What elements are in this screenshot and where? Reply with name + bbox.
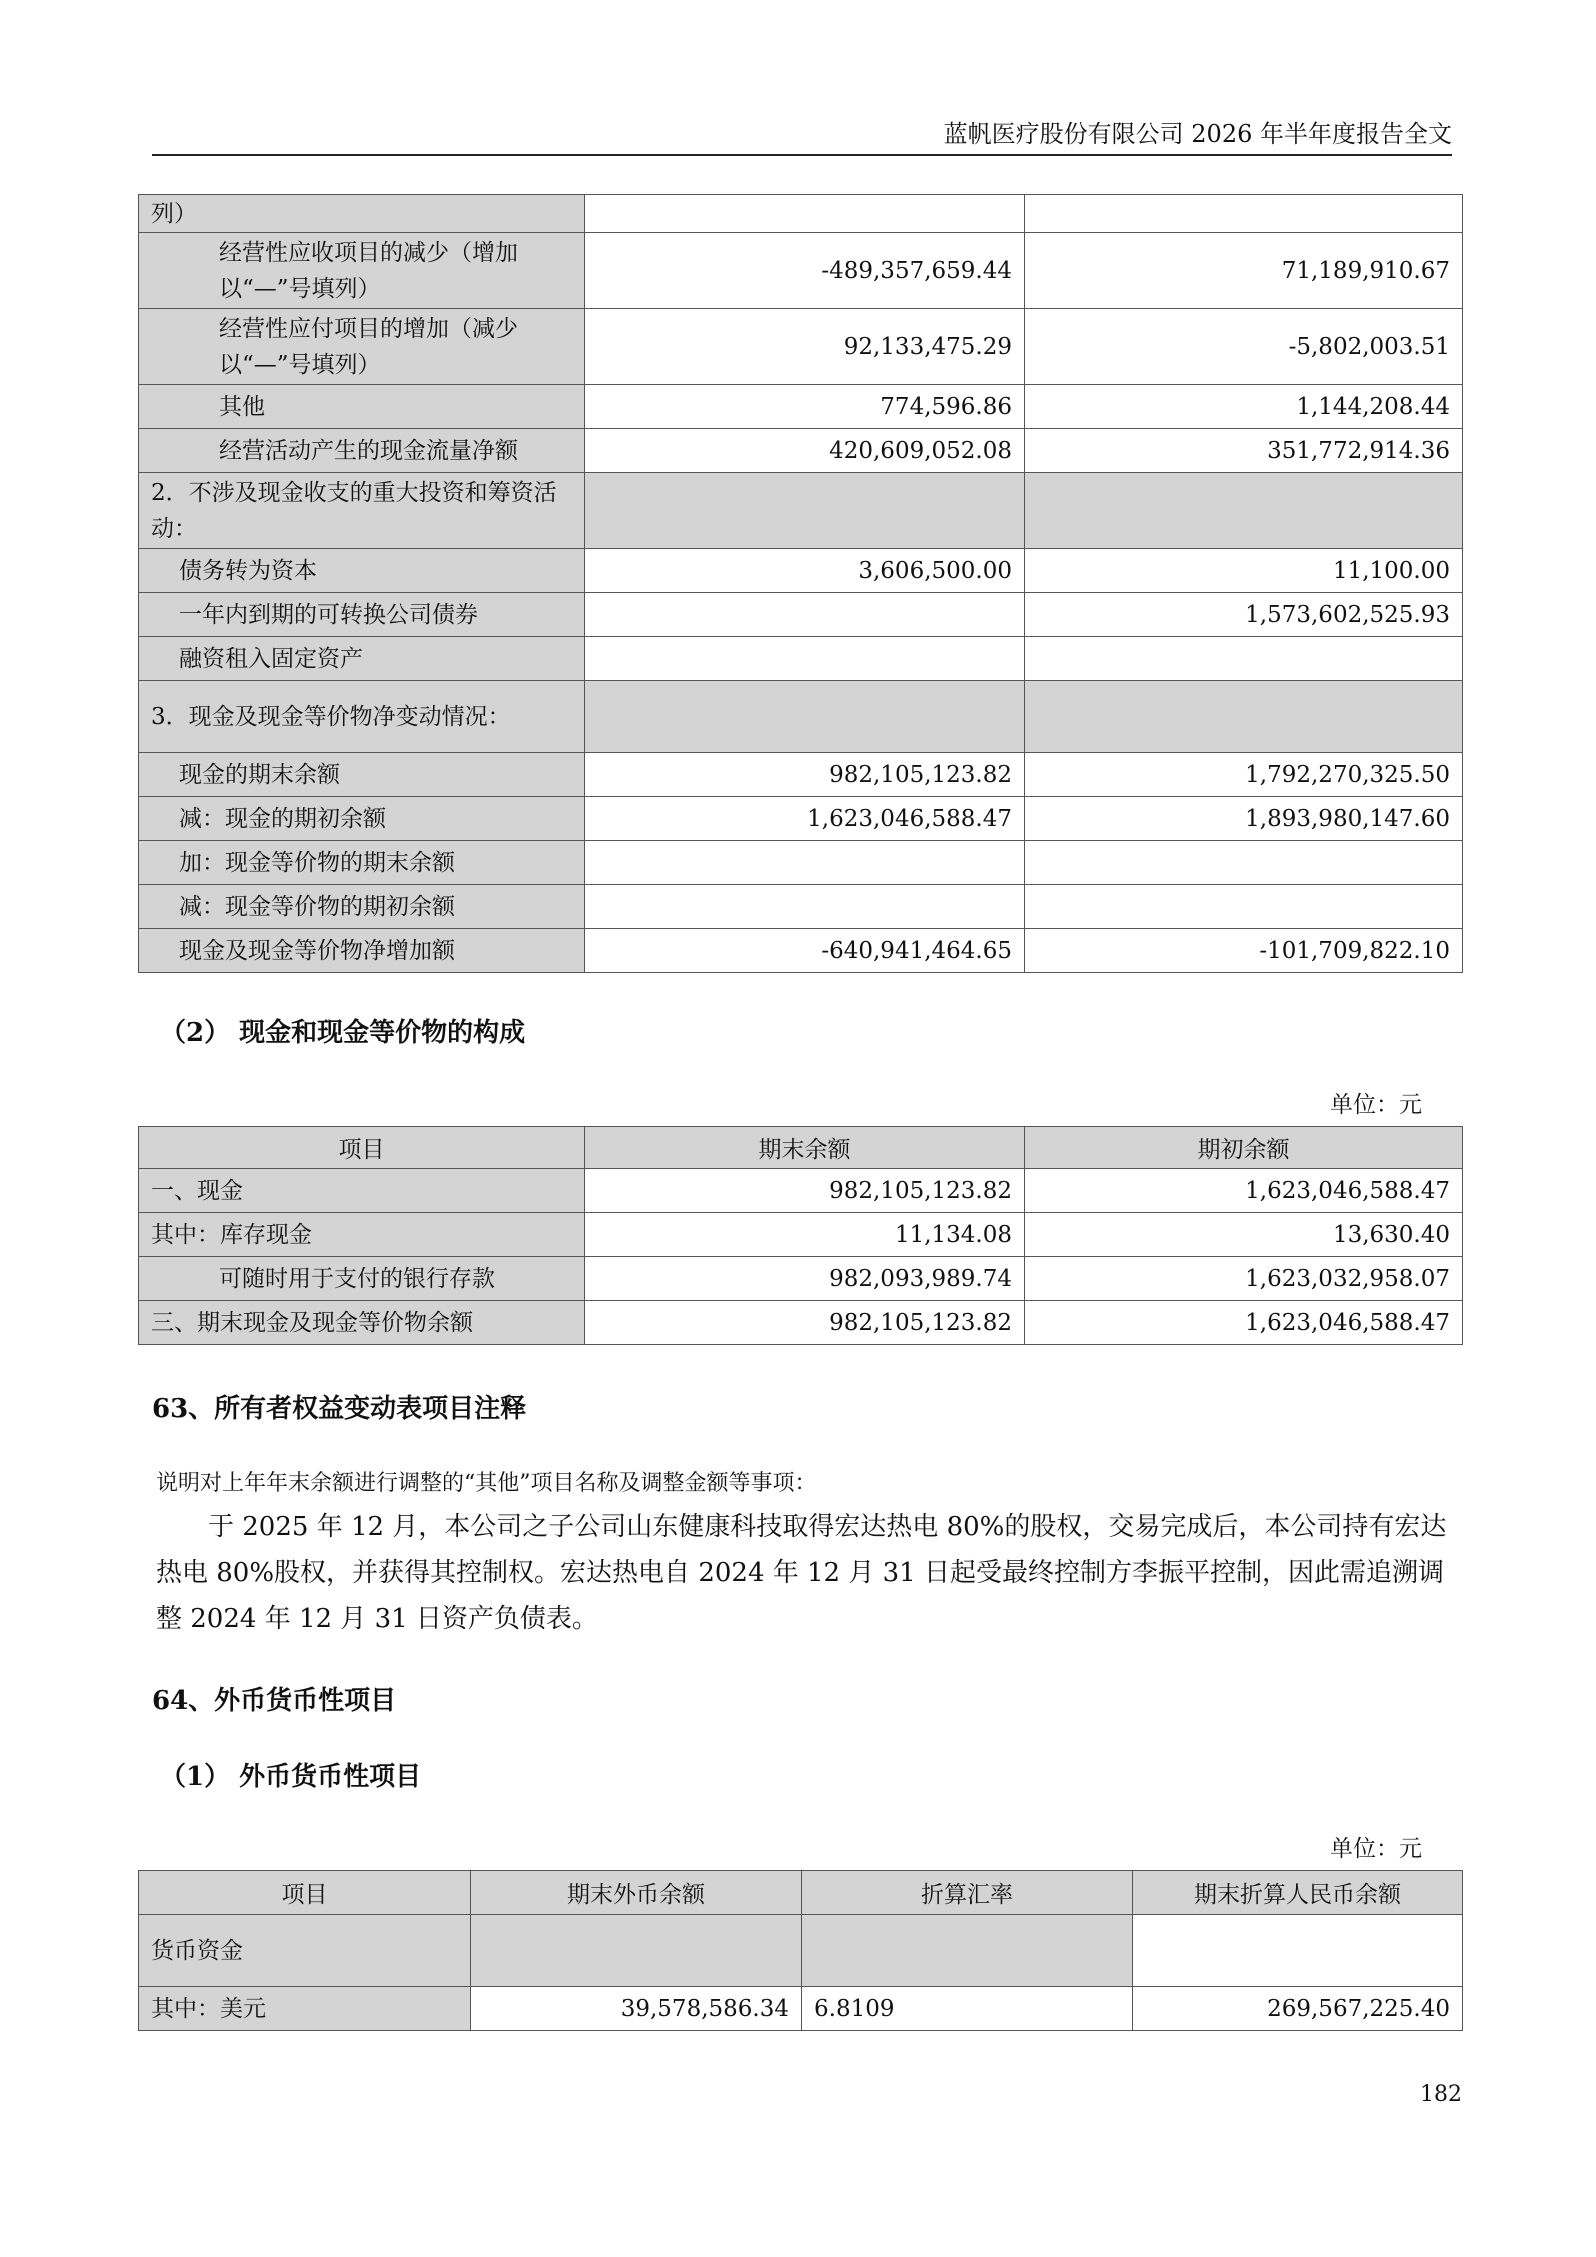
table-row bbox=[139, 233, 1463, 309]
table-row bbox=[139, 1169, 1463, 1213]
table-row bbox=[139, 885, 1463, 929]
row-label: 加：现金等价物的期末余额 bbox=[139, 841, 585, 885]
prior-period-value: 1,792,270,325.50 bbox=[1025, 753, 1463, 797]
current-period-value: 92,133,475.29 bbox=[585, 309, 1025, 385]
unit-label: 单位：元 bbox=[1330, 1092, 1422, 1118]
current-period-value: 1,623,046,588.47 bbox=[585, 797, 1025, 841]
table-row bbox=[139, 841, 1463, 885]
current-period-value bbox=[585, 473, 1025, 549]
current-period-value bbox=[585, 593, 1025, 637]
section-heading-cash-composition: （2） 现金和现金等价物的构成 bbox=[160, 1018, 526, 1048]
current-period-value: 3,606,500.00 bbox=[585, 549, 1025, 593]
beginning-balance: 13,630.40 bbox=[1025, 1213, 1463, 1257]
row-label: 可随时用于支付的银行存款 bbox=[139, 1257, 585, 1301]
table-row bbox=[139, 195, 1463, 233]
adjustment-note: 说明对上年年末余额进行调整的“其他”项目名称及调整金额等事项： bbox=[156, 1471, 817, 1496]
table-row bbox=[139, 549, 1463, 593]
table-row bbox=[139, 753, 1463, 797]
prior-period-value: 1,573,602,525.93 bbox=[1025, 593, 1463, 637]
prior-period-value bbox=[1025, 841, 1463, 885]
prior-period-value bbox=[1025, 637, 1463, 681]
beginning-balance: 1,623,046,588.47 bbox=[1025, 1301, 1463, 1345]
exchange-rate: 6.8109 bbox=[802, 1987, 1133, 2031]
row-label: 3．现金及现金等价物净变动情况： bbox=[139, 681, 585, 753]
report-title: 蓝帆医疗股份有限公司 2026 年半年度报告全文 bbox=[943, 120, 1452, 148]
page-number: 182 bbox=[1420, 2082, 1462, 2107]
column-header: 项目 bbox=[139, 1871, 471, 1915]
table-row bbox=[139, 1257, 1463, 1301]
page-header bbox=[152, 108, 1452, 156]
row-label: 经营性应收项目的减少（增加以“—”号填列） bbox=[139, 233, 585, 309]
cash-composition-table bbox=[138, 1126, 1463, 1345]
ending-balance: 982,093,989.74 bbox=[585, 1257, 1025, 1301]
row-label: 融资租入固定资产 bbox=[139, 637, 585, 681]
table-row bbox=[139, 637, 1463, 681]
prior-period-value: 1,144,208.44 bbox=[1025, 385, 1463, 429]
prior-period-value: 71,189,910.67 bbox=[1025, 233, 1463, 309]
foreign-currency-table bbox=[138, 1870, 1463, 2031]
rmb-balance bbox=[1133, 1915, 1463, 1987]
section-heading-64: 64、外币货币性项目 bbox=[152, 1686, 397, 1716]
row-label: 债务转为资本 bbox=[139, 549, 585, 593]
current-period-value bbox=[585, 841, 1025, 885]
cash-flow-supplement-table bbox=[138, 194, 1463, 973]
current-period-value bbox=[585, 885, 1025, 929]
foreign-balance: 39,578,586.34 bbox=[471, 1987, 802, 2031]
row-label: 一年内到期的可转换公司债券 bbox=[139, 593, 585, 637]
row-label: 现金及现金等价物净增加额 bbox=[139, 929, 585, 973]
column-header: 项目 bbox=[139, 1127, 585, 1169]
current-period-value bbox=[585, 637, 1025, 681]
row-label: 减：现金的期初余额 bbox=[139, 797, 585, 841]
column-header: 期末外币余额 bbox=[471, 1871, 802, 1915]
table-row bbox=[139, 473, 1463, 549]
table-row bbox=[139, 309, 1463, 385]
adjustment-paragraph: 于 2025 年 12 月，本公司之子公司山东健康科技取得宏达热电 80%的股权，交易完成后，本公司持有宏达热电 80%股权，并获得其控制权。宏达热电自 2024 年 12 月 31 日起受最终控制方李振平控制，因此需追溯调整 2024 年 12 月 31 日资产负债表。 bbox=[156, 1512, 1447, 1634]
column-header: 期末折算人民币余额 bbox=[1133, 1871, 1463, 1915]
ending-balance: 11,134.08 bbox=[585, 1213, 1025, 1257]
table-row bbox=[139, 1301, 1463, 1345]
row-label: 货币资金 bbox=[139, 1915, 471, 1987]
table-row bbox=[139, 593, 1463, 637]
prior-period-value: 351,772,914.36 bbox=[1025, 429, 1463, 473]
row-label: 2．不涉及现金收支的重大投资和筹资活动： bbox=[139, 473, 585, 549]
row-label: 列） bbox=[139, 195, 585, 233]
prior-period-value: 1,893,980,147.60 bbox=[1025, 797, 1463, 841]
current-period-value: 982,105,123.82 bbox=[585, 753, 1025, 797]
prior-period-value: -5,802,003.51 bbox=[1025, 309, 1463, 385]
current-period-value: -640,941,464.65 bbox=[585, 929, 1025, 973]
row-label: 经营活动产生的现金流量净额 bbox=[139, 429, 585, 473]
current-period-value: 420,609,052.08 bbox=[585, 429, 1025, 473]
ending-balance: 982,105,123.82 bbox=[585, 1301, 1025, 1345]
table-row bbox=[139, 1915, 1463, 1987]
rmb-balance: 269,567,225.40 bbox=[1133, 1987, 1463, 2031]
row-label: 一、现金 bbox=[139, 1169, 585, 1213]
row-label: 其中：美元 bbox=[139, 1987, 471, 2031]
row-label: 其中：库存现金 bbox=[139, 1213, 585, 1257]
table-row bbox=[139, 385, 1463, 429]
current-period-value: 774,596.86 bbox=[585, 385, 1025, 429]
row-label: 现金的期末余额 bbox=[139, 753, 585, 797]
current-period-value bbox=[585, 195, 1025, 233]
row-label: 其他 bbox=[139, 385, 585, 429]
table-header-row bbox=[139, 1127, 1463, 1169]
prior-period-value bbox=[1025, 885, 1463, 929]
table-row bbox=[139, 1213, 1463, 1257]
column-header: 期末余额 bbox=[585, 1127, 1025, 1169]
section-heading-63: 63、所有者权益变动表项目注释 bbox=[152, 1394, 527, 1424]
prior-period-value bbox=[1025, 195, 1463, 233]
subsection-heading-foreign-currency: （1） 外币货币性项目 bbox=[160, 1762, 422, 1792]
ending-balance: 982,105,123.82 bbox=[585, 1169, 1025, 1213]
foreign-balance bbox=[471, 1915, 802, 1987]
unit-label: 单位：元 bbox=[1330, 1836, 1422, 1862]
table-row bbox=[139, 681, 1463, 753]
table-row bbox=[139, 797, 1463, 841]
beginning-balance: 1,623,046,588.47 bbox=[1025, 1169, 1463, 1213]
table-row bbox=[139, 1987, 1463, 2031]
exchange-rate bbox=[802, 1915, 1133, 1987]
row-label: 减：现金等价物的期初余额 bbox=[139, 885, 585, 929]
prior-period-value bbox=[1025, 681, 1463, 753]
current-period-value: -489,357,659.44 bbox=[585, 233, 1025, 309]
table-row bbox=[139, 929, 1463, 973]
prior-period-value: -101,709,822.10 bbox=[1025, 929, 1463, 973]
table-row bbox=[139, 429, 1463, 473]
prior-period-value: 11,100.00 bbox=[1025, 549, 1463, 593]
column-header: 折算汇率 bbox=[802, 1871, 1133, 1915]
table-header-row bbox=[139, 1871, 1463, 1915]
prior-period-value bbox=[1025, 473, 1463, 549]
row-label: 经营性应付项目的增加（减少以“—”号填列） bbox=[139, 309, 585, 385]
row-label: 三、期末现金及现金等价物余额 bbox=[139, 1301, 585, 1345]
current-period-value bbox=[585, 681, 1025, 753]
beginning-balance: 1,623,032,958.07 bbox=[1025, 1257, 1463, 1301]
column-header: 期初余额 bbox=[1025, 1127, 1463, 1169]
